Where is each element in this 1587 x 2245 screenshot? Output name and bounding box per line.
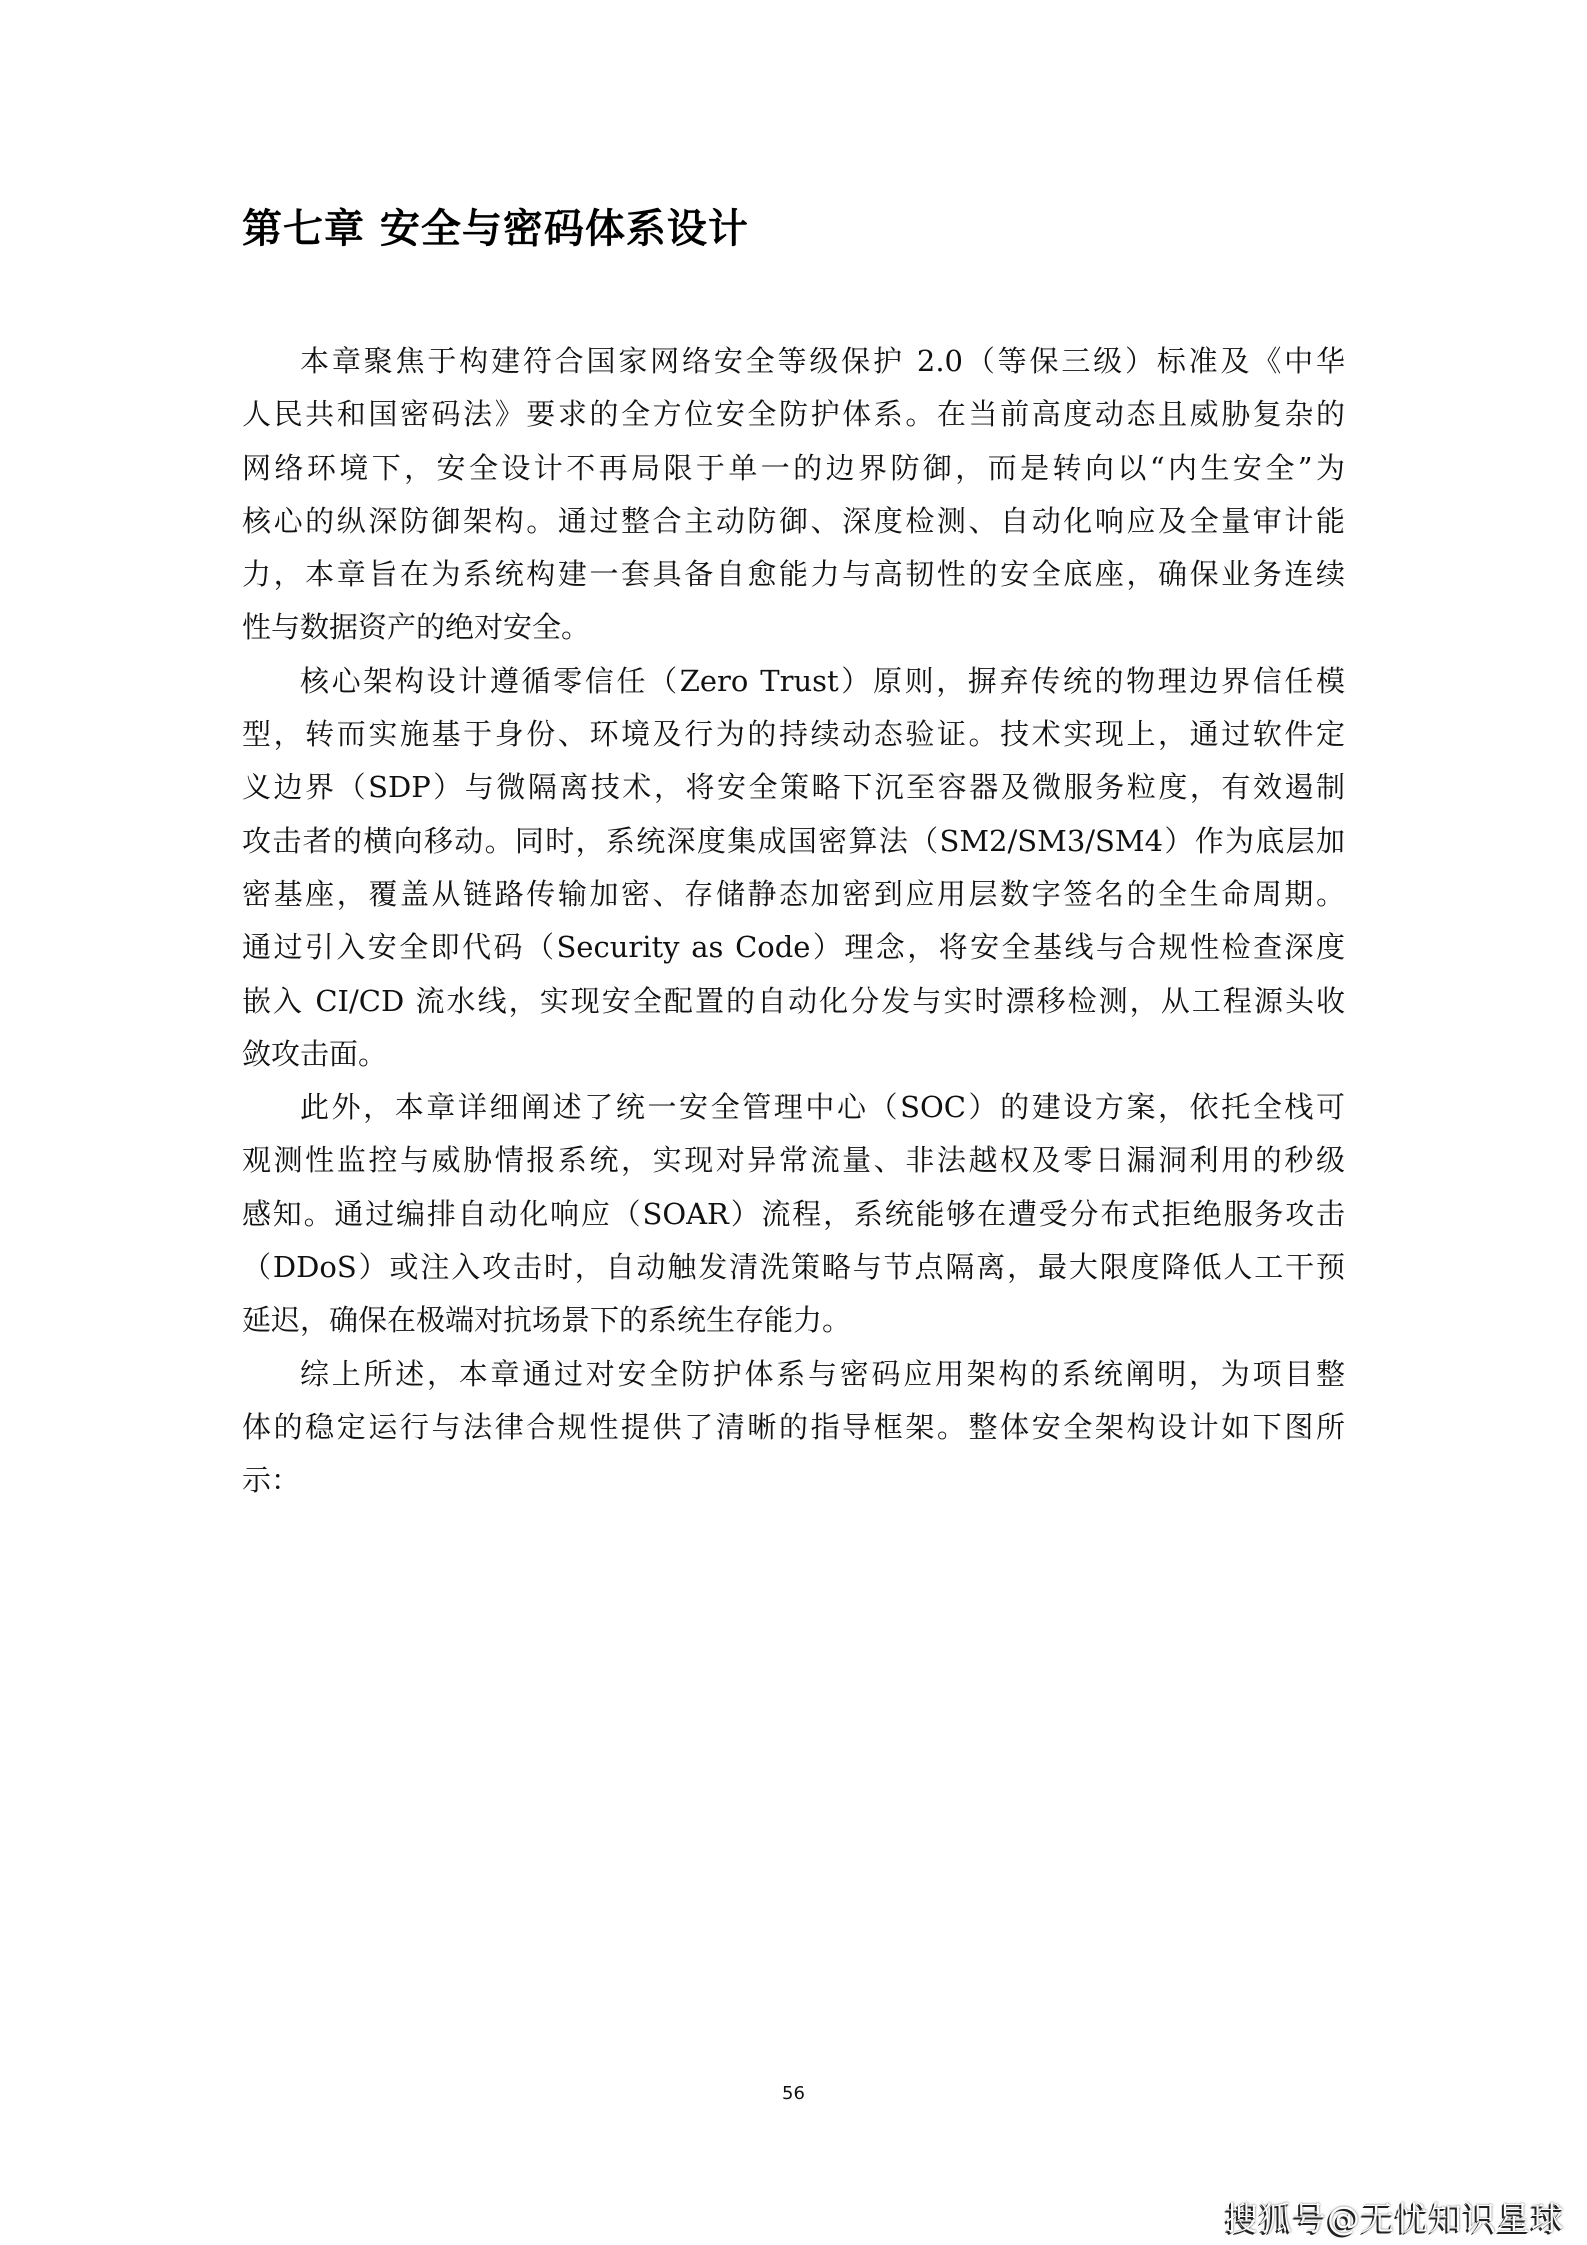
text-line: 攻击者的横向移动。同时，系统深度集成国密算法（SM2/SM3/SM4）作为底层加 — [242, 823, 1345, 858]
text-line: 义边界（SDP）与微隔离技术，将安全策略下沉至容器及微服务粒度，有效遏制 — [242, 770, 1345, 805]
text-line: 示： — [242, 1463, 301, 1498]
text-line: 嵌入 CI/CD 流水线，实现安全配置的自动化分发与实时漂移检测，从工程源头收 — [242, 983, 1345, 1018]
text-line: 体的稳定运行与法律合规性提供了清晰的指导框架。整体安全架构设计如下图所 — [242, 1409, 1345, 1444]
text-line: 通过引入安全即代码（Security as Code）理念，将安全基线与合规性检查深度 — [242, 930, 1345, 965]
text-line: 核心的纵深防御架构。通过整合主动防御、深度检测、自动化响应及全量审计能 — [242, 503, 1345, 538]
text-line: 人民共和国密码法》要求的全方位安全防护体系。在当前高度动态且威胁复杂的 — [242, 397, 1345, 432]
page-number: 56 — [782, 2083, 805, 2104]
text-line: 综上所述，本章通过对安全防护体系与密码应用架构的系统阐明，为项目整 — [300, 1356, 1345, 1391]
text-line: 此外，本章详细阐述了统一安全管理中心（SOC）的建设方案，依托全栈可 — [300, 1090, 1345, 1125]
text-line: 本章聚焦于构建符合国家网络安全等级保护 2.0（等保三级）标准及《中华 — [300, 344, 1345, 378]
text-line: 延迟，确保在极端对抗场景下的系统生存能力。 — [242, 1303, 852, 1338]
watermark-text: 搜狐号@无忧知识星球 — [1225, 2199, 1565, 2238]
text-line: 观测性监控与威胁情报系统，实现对异常流量、非法越权及零日漏洞利用的秒级 — [242, 1143, 1345, 1178]
text-line: 感知。通过编排自动化响应（SOAR）流程，系统能够在遭受分布式拒绝服务攻击 — [242, 1196, 1345, 1231]
text-line: 力，本章旨在为系统构建一套具备自愈能力与高韧性的安全底座，确保业务连续 — [242, 557, 1345, 592]
text-line: 网络环境下，安全设计不再局限于单一的边界防御，而是转向以“内生安全”为 — [242, 450, 1345, 485]
paragraph-zero-trust — [242, 655, 1345, 1081]
chapter-body — [242, 335, 1345, 1508]
text-line: 敛攻击面。 — [242, 1036, 388, 1071]
chapter-title: 第七章 安全与密码体系设计 — [242, 206, 749, 252]
text-line: （DDoS）或注入攻击时，自动触发清洗策略与节点隔离，最大限度降低人工干预 — [242, 1250, 1345, 1285]
paragraph-intro — [242, 335, 1345, 655]
text-line: 性与数据资产的绝对安全。 — [242, 610, 591, 645]
paragraph-summary — [242, 1348, 1345, 1508]
text-line: 密基座，覆盖从链路传输加密、存储静态加密到应用层数字签名的全生命周期。 — [242, 876, 1345, 911]
text-line: 核心架构设计遵循零信任（Zero Trust）原则，摒弃传统的物理边界信任模 — [300, 663, 1345, 698]
text-line: 型，转而实施基于身份、环境及行为的持续动态验证。技术实现上，通过软件定 — [242, 717, 1345, 752]
paragraph-soc — [242, 1081, 1345, 1347]
